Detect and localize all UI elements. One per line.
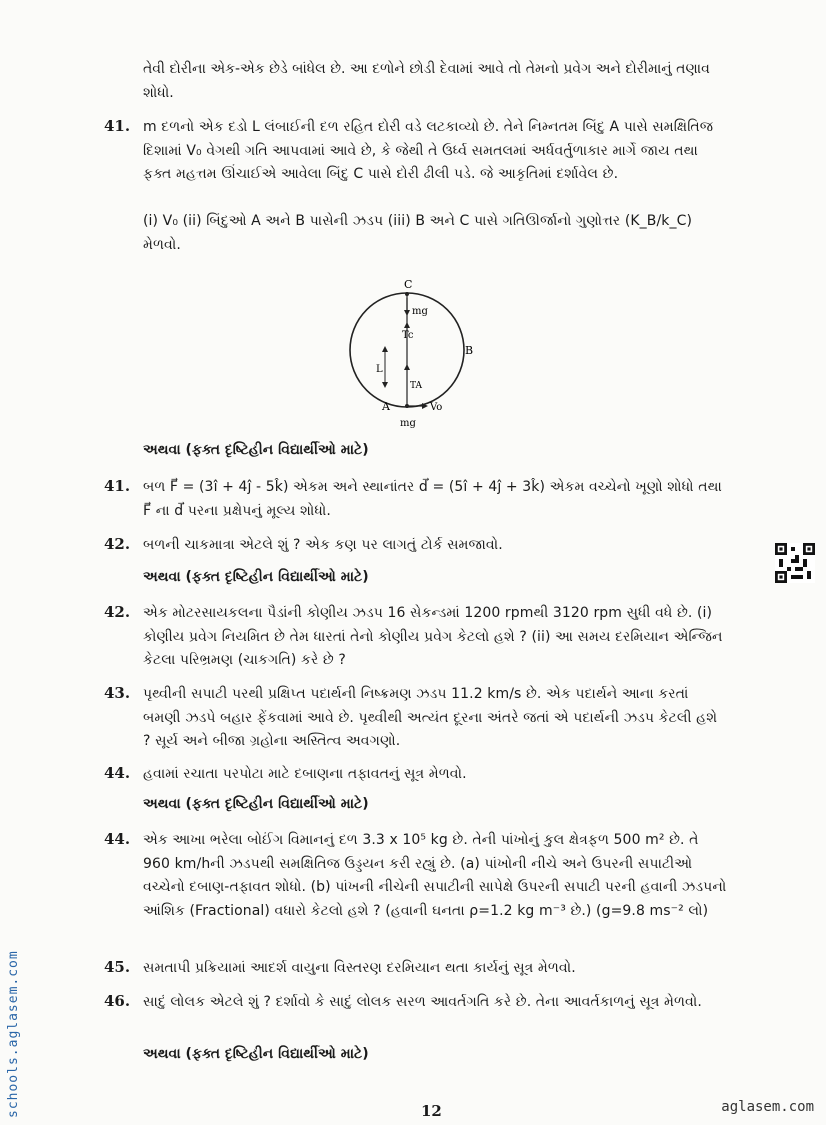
- brand-watermark: aglasem.com: [721, 1099, 814, 1115]
- label-c: C: [404, 278, 413, 291]
- or-label: અથવા (ફક્ત દૃષ્ટિહીન વિદ્યાર્થીઓ માટે): [143, 442, 369, 458]
- question-text: સમતાપી પ્રક્રિયામાં આદર્શ વાયુના વિસ્તરણ દરમિયાન થતા કાર્યનું સૂત્ર મેળવો.: [143, 960, 576, 976]
- label-mg-bottom: mg: [400, 418, 416, 429]
- circular-motion-figure: [340, 276, 490, 432]
- question-number: 42.: [104, 535, 131, 553]
- question-number: 43.: [104, 684, 131, 702]
- label-b: B: [465, 344, 474, 357]
- question-number: 44.: [104, 830, 131, 848]
- question-text: m દળનો એક દડો L લંબાઈની દળ રહિત દોરી વડે લટકાવ્યો છે. તેને નિમ્નતમ બિંદુ A પાસે સમક્ષિતિજ દિશામાં V₀ વેગથી ગતિ આપવામાં આવે છે, કે જેથી તે ઉર્ધ્વ સમતલમાં અર્ધવર્તુળાકાર માર્ગે જાય તથા ફક્ત મહત્તમ ઊંચાઈએ આવેલા બિંદુ C પાસે દોરી ઢીલી પડે. જે આકૃતિમાં દર્શાવેલ છે.: [143, 119, 714, 182]
- page-number: 12: [421, 1102, 442, 1120]
- question-text: બળની ચાકમાત્રા એટલે શું ? એક કણ પર લાગતું ટોર્ક સમજાવો.: [143, 537, 503, 553]
- label-mg-top: mg: [412, 306, 428, 317]
- question-text: પૃથ્વીની સપાટી પરથી પ્રક્ષિપ્ત પદાર્થની નિષ્ક્રમણ ઝડપ 11.2 km/s છે. એક પદાર્થને આના કરતાં બમણી ઝડપે બહાર ફેંકવામાં આવે છે. પૃથ્વીથી અત્યંત દૂરના અંતરે જતાં એ પદાર્થની ઝડપ કેટલી હશે ? સૂર્ય અને બીજા ગ્રહોના અસ્તિત્વ અવગણો.: [143, 686, 718, 749]
- question-text: હવામાં રચાતા પરપોટા માટે દબાણના તફાવતનું સૂત્ર મેળવો.: [143, 766, 467, 782]
- question-text: બળ F⃗ = (3î + 4ĵ - 5k̂) એકમ અને સ્થાનાંતર d⃗ = (5î + 4ĵ + 3k̂) એકમ વચ્ચેનો ખૂણો શોધો તથા F⃗ ના d⃗ પરના પ્રક્ષેપનું મૂલ્ય શોધો.: [143, 479, 722, 519]
- label-tc: Tc: [402, 330, 414, 341]
- question-number: 44.: [104, 764, 131, 782]
- intro-text: તેવી દોરીના એક-એક છેડે બાંધેલ છે. આ દળોને છોડી દેવામાં આવે તો તેમનો પ્રવેગ અને દોરીમાનું તણાવ શોધો.: [143, 61, 710, 101]
- question-number: 46.: [104, 992, 131, 1010]
- question-number: 45.: [104, 958, 131, 976]
- label-l: L: [376, 364, 383, 375]
- question-subparts: (i) V₀ (ii) બિંદુઓ A અને B પાસેની ઝડપ (iii) B અને C પાસે ગતિઊર્જાનો ગુણોત્તર (K_B/k_C) મેળવો.: [143, 213, 693, 253]
- question-number: 41.: [104, 477, 131, 495]
- question-text: સાદું લોલક એટલે શું ? દર્શાવો કે સાદું લોલક સરળ આવર્તગતિ કરે છે. તેના આવર્તકાળનું સૂત્ર મેળવો.: [143, 994, 702, 1010]
- question-text: એક આખા ભરેલા બોઈંગ વિમાનનું દળ 3.3 x 10⁵ kg છે. તેની પાંખોનું કુલ ક્ષેત્રફળ 500 m² છે. તે 960 km/hની ઝડપથી સમક્ષિતિજ ઉડ્ડયન કરી રહ્યું છે. (a) પાંખોની નીચે અને ઉપરની સપાટીઓ વચ્ચેનો દબાણ-તફાવત શોધો. (b) પાંખની નીચેની સપાટીની સાપેક્ષે ઉપરની સપાટી પરની હવાની ઝડપનો આંશિક (Fractional) વધારો કેટલો હશે ? (હવાની ઘનતા ρ=1.2 kg m⁻³ છે.) (g=9.8 ms⁻² લો): [143, 832, 727, 919]
- qr-code-icon: [775, 543, 815, 583]
- question-text: એક મોટરસાયકલના પૈડાંની કોણીય ઝડપ 16 સેકન્ડમાં 1200 rpmથી 3120 rpm સુધી વધે છે. (i) કોણીય પ્રવેગ નિયમિત છે તેમ ધારતાં તેનો કોણીય પ્રવેગ કેટલો હશે ? (ii) આ સમય દરમિયાન એન્જિન કેટલા પરિભ્રમણ (ચાકગતિ) કરે છે ?: [143, 605, 723, 668]
- question-number: 42.: [104, 603, 131, 621]
- or-label: અથવા (ફક્ત દૃષ્ટિહીન વિદ્યાર્થીઓ માટે): [143, 569, 369, 585]
- side-watermark-url: schools.aglasem.com: [6, 950, 21, 1118]
- label-vo: Vo: [430, 402, 443, 413]
- label-a: A: [382, 400, 390, 413]
- label-ta: TA: [410, 381, 423, 391]
- question-number: 41.: [104, 117, 131, 135]
- or-label: અથવા (ફક્ત દૃષ્ટિહીન વિદ્યાર્થીઓ માટે): [143, 1046, 369, 1062]
- or-label: અથવા (ફક્ત દૃષ્ટિહીન વિદ્યાર્થીઓ માટે): [143, 796, 369, 812]
